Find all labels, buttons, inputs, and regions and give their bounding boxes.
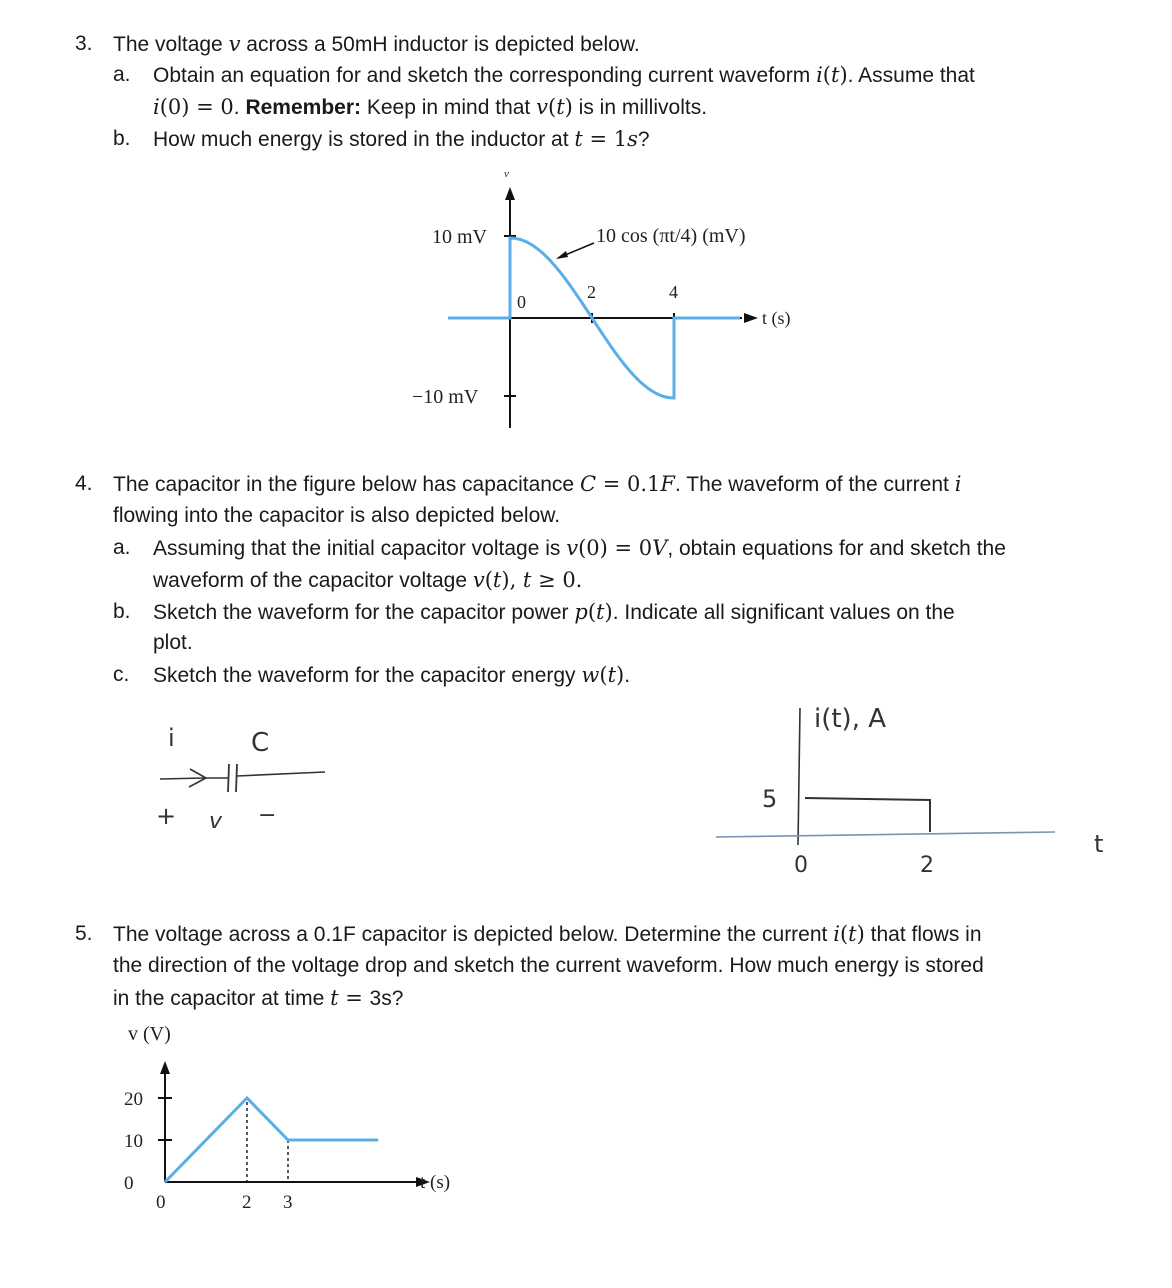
part-text-line: Obtain an equation for and sketch the corresponding current waveform i(t). Assume that bbox=[153, 63, 975, 87]
minus-sign: − bbox=[258, 803, 277, 828]
part-text-line: i(0) = 0. Remember: Keep in mind that v(t) is in millivolts. bbox=[153, 95, 708, 119]
problem-statement-line: The voltage across a 0.1F capacitor is depicted below. Determine the current i(t) that flows in bbox=[113, 922, 982, 946]
part-text-line: Sketch the waveform for the capacitor energy w(t). bbox=[153, 663, 631, 687]
voltage-label: v bbox=[209, 809, 223, 834]
figure-top-label: v bbox=[504, 168, 509, 180]
part-text-line: How much energy is stored in the inductor at t = 1s? bbox=[153, 127, 650, 151]
problem-number: 5. bbox=[75, 922, 93, 945]
x-tick-label: 2 bbox=[242, 1192, 252, 1213]
y-axis-arrow bbox=[160, 1061, 170, 1074]
current-label: i bbox=[168, 724, 175, 752]
part-label: b. bbox=[113, 127, 131, 150]
x-tick-label: 0 bbox=[156, 1192, 166, 1213]
y-axis-label: v (V) bbox=[128, 1023, 171, 1045]
x-tick-0: 0 bbox=[794, 853, 808, 878]
capacitor-label: C bbox=[251, 728, 270, 758]
problem-statement-line: The capacitor in the figure below has capacitance C = 0.1F. The waveform of the current i bbox=[113, 472, 962, 496]
y-tick-label: 0 bbox=[124, 1173, 134, 1194]
x-tick-label: 2 bbox=[587, 282, 596, 302]
part-text-line: plot. bbox=[153, 631, 193, 654]
x-axis-label: t bbox=[1094, 830, 1104, 858]
x-axis-label: t (s) bbox=[762, 308, 791, 328]
level-label: 5 bbox=[762, 785, 778, 813]
part-text-line: Assuming that the initial capacitor voltage is v(0) = 0V, obtain equations for and sketch the bbox=[153, 536, 1006, 560]
x-tick-label: 4 bbox=[669, 282, 678, 302]
part-label: a. bbox=[113, 63, 131, 86]
y-tick-label: 20 bbox=[124, 1089, 143, 1110]
problem-number: 3. bbox=[75, 32, 93, 55]
plus-sign: + bbox=[156, 802, 177, 830]
part-label: b. bbox=[113, 600, 131, 623]
part-label: c. bbox=[113, 663, 130, 686]
problem-statement-line: flowing into the capacitor is also depicted below. bbox=[113, 504, 561, 527]
waveform-annotation: 10 cos (πt/4) (mV) bbox=[596, 225, 746, 247]
problem-number: 4. bbox=[75, 472, 93, 495]
part-text-line: Sketch the waveform for the capacitor power p(t). Indicate all significant values on the bbox=[153, 600, 955, 624]
x-tick-label: 0 bbox=[517, 292, 526, 312]
problem-statement-line: the direction of the voltage drop and sketch the current waveform. How much energy is stored bbox=[113, 954, 984, 977]
x-axis-label: t (s) bbox=[420, 1172, 451, 1193]
x-tick-label: 3 bbox=[283, 1192, 293, 1213]
x-tick-2: 2 bbox=[920, 853, 934, 878]
graph-y-label: i(t), A bbox=[814, 704, 887, 734]
y-max-label: 10 mV bbox=[432, 226, 487, 248]
series-line bbox=[165, 1098, 378, 1182]
part-text-line: waveform of the capacitor voltage v(t), t ≥ 0. bbox=[153, 568, 583, 592]
problem-statement-line: in the capacitor at time t = 3s? bbox=[113, 986, 404, 1010]
problem-statement: The voltage v across a 50mH inductor is depicted below. bbox=[113, 32, 640, 56]
part-label: a. bbox=[113, 536, 131, 559]
y-tick-label: 10 bbox=[124, 1131, 143, 1152]
y-min-label: −10 mV bbox=[412, 386, 479, 408]
